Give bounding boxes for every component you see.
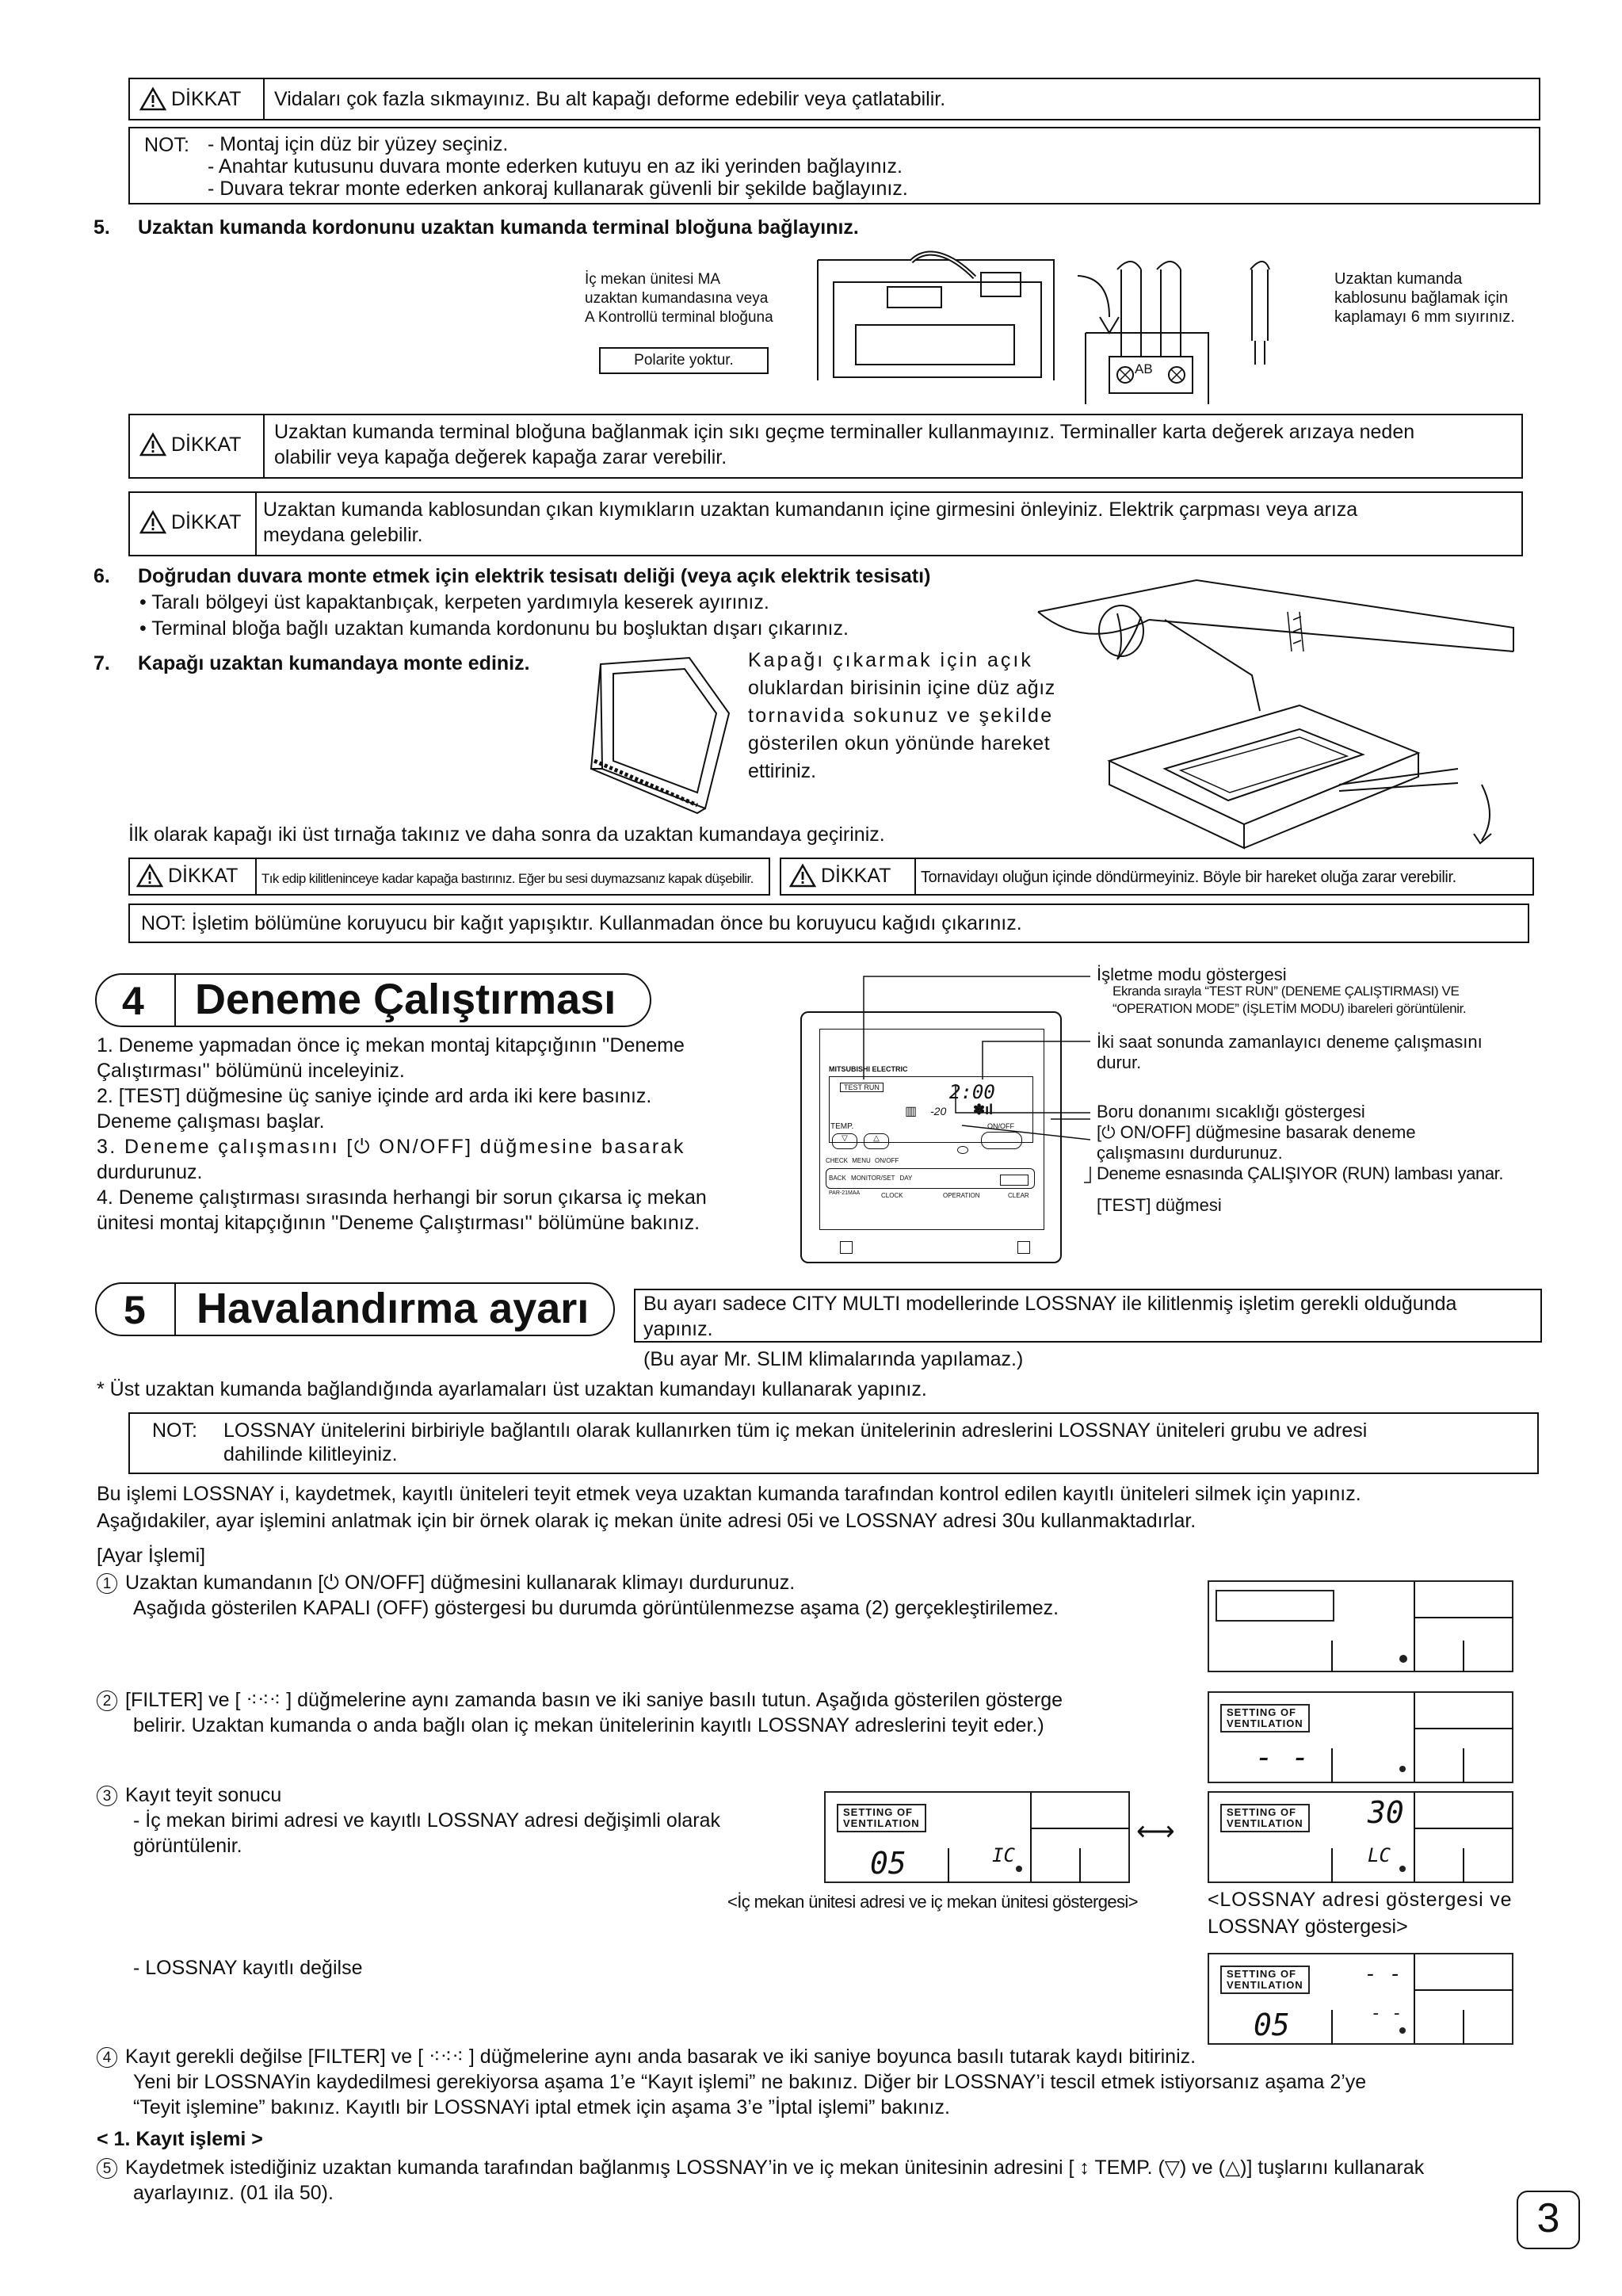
remote-btn-row1: CHECK MENU ON/OFF [826,1157,899,1164]
lcd-setting-tag: SETTING OF VENTILATION [1220,1704,1310,1733]
step6-number: 6. [94,565,110,587]
note-line-3: - Duvara tekrar monte ederken ankoraj kullanarak güvenli bir şekilde bağlayınız. [208,178,908,200]
remote-temp-label: TEMP. [830,1122,854,1131]
remote-temp-display: -20 [930,1105,947,1117]
step-3-line-3: görüntülenir. [133,1835,242,1857]
step6-bullet-1: • Taralı bölgeyi üst kapaktanbıçak, kerpeten yardımıyla keserek ayırınız. [139,591,769,613]
registration-subheading: < 1. Kayıt işlemi > [97,2128,263,2150]
remote-callout-lines [856,976,1093,1198]
note-box-mounting [128,127,1540,204]
warning-icon [139,510,166,534]
step-4-line-3: “Teyit işlemine” bakınız. Kayıtlı bir LOSSNAYi iptal etmek için aşama 3’e ”İptal işlemi” bakınız. [133,2096,950,2118]
warning-label [139,433,241,457]
step5-title: Uzaktan kumanda kordonunu uzaktan kumanda terminal bloğuna bağlayınız. [138,216,859,239]
step7-first-note: İlk olarak kapağı iki üst tırnağa takınız ve daha sonra da uzaktan kumandaya geçiriniz. [128,823,885,846]
step5-number: 5. [94,216,110,239]
remote-clear-label: CLEAR [1008,1192,1029,1199]
lcd-setting-tag: SETTING OF VENTILATION [1220,1966,1310,1994]
warning-box-screwdriver [780,858,1534,896]
step-2-line-1: [FILTER] ve [ ⁖⁖⁖ ] düğmelerine aynı zamanda basın ve iki saniye basılı tutun. Aşağıda gösterilen gösterge [125,1689,1063,1711]
step-5 [97,2156,1424,2180]
page-number: 3 [1517,2191,1580,2249]
step-4 [97,2045,1196,2069]
callout-timer-2: durur. [1097,1052,1142,1072]
step5-right-label-3: kaplamayı 6 mm sıyırınız. [1334,308,1515,326]
remote-clock-label: CLOCK [881,1192,903,1199]
step-2 [97,1688,1063,1713]
warning-icon [136,864,163,888]
step7-number: 7. [94,652,110,674]
sec4-item-4b: ünitesi montaj kitapçığının ''Deneme Çalıştırması'' bölümüne bakınız. [97,1212,700,1234]
step-number-4: 4 [97,2047,117,2068]
note-box-lossnay [128,1412,1539,1474]
step-4-line-2: Yeni bir LOSSNAYin kaydedilmesi gerekiyorsa aşama 1’e “Kayıt işlemi” ne bakınız. Diğer bir LOSSNAY’i tescil etmek istiyorsanız aşama 2’ye [133,2071,1367,2093]
lcd-indoor-address [824,1791,1130,1883]
sec4-item-4a: 4. Deneme çalıştırması sırasında herhangi bir sorun çıkarsa iç mekan [97,1186,707,1209]
step7-desc-1: Kapağı çıkarmak için açık [748,649,1033,671]
sec5-para-1: Bu işlemi LOSSNAY i, kaydetmek, kayıtlı üniteleri teyit etmek veya uzaktan kumanda tarafından kontrol edilen kayıtlı üniteleri silmek için yapınız. [97,1483,1361,1505]
callout-onoff-2: çalışmasını durdurunuz. [1097,1143,1283,1163]
section4-header [95,973,651,1027]
step7-desc-2: oluklardan birisinin içine düz ağız [748,677,1055,699]
step-5-line-1: Kaydetmek istediğiniz uzaktan kumanda tarafından bağlanmış LOSSNAY’in ve iç mekan ünitesinin adresini [ ↕ TEMP. (▽) ve (△)] tuşlarını kullanarak [125,2157,1425,2179]
step-4-line-1: Kayıt gerekli değilse [FILTER] ve [ ⁖⁖⁖ ] düğmelerine aynı anda basarak ve iki saniye boyunca basılı tutarak kaydı bitiriniz. [125,2046,1196,2068]
lcd-dashes-bottom: - - [1371,2004,1403,2023]
lcd-lossnay-address [1208,1791,1513,1883]
lcd-lossnay-address-value: 30 [1368,1795,1404,1830]
step6-bullet-2: • Terminal bloğa bağlı uzaktan kumanda kordonunu bu boşluktan dışarı çıkarınız. [139,617,849,640]
lcd-ic-indicator: IC [992,1844,1015,1866]
lcd-indoor-address-value: 05 [870,1846,906,1881]
remote-onoff-label: ON/OFF [987,1122,1014,1130]
step-number-5: 5 [97,2158,117,2179]
step-number-1: 1 [97,1573,117,1594]
procedure-heading: [Ayar İşlemi] [97,1545,206,1567]
remote-time: 2:00 [949,1081,995,1103]
info-line-2: yapınız. [643,1318,713,1340]
warning-line-2: olabilir veya kapağa değerek kapağa zarar verebilir. [274,446,727,468]
step7-desc-5: ettiriniz. [748,760,817,782]
lcd-off-display [1208,1580,1513,1672]
sec4-item-3b: durdurunuz. [97,1161,203,1183]
cover-removal-illustration [1101,697,1529,856]
warning-text: DİKKAT [821,864,891,887]
note-line-1: - Montaj için düz bir yüzey seçiniz. [208,133,509,155]
step-3-line-2: - İç mekan birimi adresi ve kayıtlı LOSSNAY adresi değişimli olarak [133,1809,721,1832]
warning-box-terminals [128,414,1523,479]
step-3-line-1: Kayıt teyit sonucu [125,1784,282,1806]
terminal-block-illustration [777,246,1284,404]
sec5-para-2: Aşağıdakiler, ayar işlemini anlatmak için bir örnek olarak iç mekan ünite adresi 05i ve LOSSNAY adresi 30u kullanmaktadırlar. [97,1510,1196,1532]
section4-title: Deneme Çalıştırması [195,976,616,1023]
warning-text: DİKKAT [171,87,242,110]
sec4-item-1a: 1. Deneme yapmadan önce iç mekan montaj kitapçığının ''Deneme [97,1034,685,1056]
step-1-line-2: Aşağıda gösterilen KAPALI (OFF) göstergesi bu durumda görüntülenmezse aşama (2) gerçekleştirilemez. [133,1597,1059,1619]
lcd-indoor-address-value: 05 [1254,2008,1290,2042]
warning-line-1: Uzaktan kumanda terminal bloğuna bağlanmak için sıkı geçme terminaller kullanmayınız. Terminaller karta değerek arızaya neden [274,421,1415,443]
fan-icon: ✽ıl [973,1102,994,1117]
lcd-dashes-top: - - [1364,1962,1402,1986]
sec4-item-2a: 2. [TEST] düğmesine üç saniye içinde ard arda iki kere basınız. [97,1085,652,1107]
callout-test-button: [TEST] düğmesi [1097,1195,1222,1215]
callout-timer-1: İki saat sonunda zamanlayıcı deneme çalışmasını [1097,1032,1483,1052]
step6-title: Doğrudan duvara monte etmek için elektrik tesisatı deliği (veya açık elektrik tesisatı) [138,565,931,587]
section5-header [95,1282,615,1336]
warning-icon [139,433,166,457]
step5-left-label-1: İç mekan ünitesi MA [585,271,721,288]
upper-remote-note: * Üst uzaktan kumanda bağlandığında ayarlamaları üst uzaktan kumandayı kullanarak yapınız. [97,1378,927,1400]
note-label: NOT: [152,1419,197,1442]
step-number-2: 2 [97,1690,117,1711]
step5-right-label-2: kablosunu bağlamak için [1334,289,1509,307]
note-line-2: - Anahtar kutusunu duvara monte ederken kutuyu en az iki yerinden bağlayınız. [208,155,903,178]
step7-desc-3: tornavida sokunuz ve şekilde [748,705,1054,727]
info-note: (Bu ayar Mr. SLIM klimalarında yapılamaz.) [643,1348,1024,1370]
section5-title: Havalandırma ayarı [197,1285,590,1332]
temp-down-button[interactable]: ▽ [832,1133,857,1149]
warning-icon [789,864,816,888]
warning-box-screws [128,78,1540,120]
remote-brand: MITSUBISHI ELECTRIC [829,1065,908,1073]
cover-illustration [586,650,745,816]
callout-run-lamp: Deneme esnasında ÇALIŞIYOR (RUN) lambası yanar. [1097,1163,1504,1183]
warning-label [789,864,891,888]
note-line-1: LOSSNAY ünitelerini birbiriyle bağlantılı olarak kullanırken tüm iç mekan ünitelerinin adreslerini LOSSNAY üniteleri grubu ve adresi [223,1419,1368,1442]
sec4-item-2b: Deneme çalışması başlar. [97,1110,325,1133]
lcd-setting-tag: SETTING OF VENTILATION [1220,1804,1310,1832]
sec4-item-3a: 3. Deneme çalışmasını [⏻ ON/OFF] düğmesine basarak [97,1136,685,1158]
lcd-confirm-display [1208,1691,1513,1783]
step-2-line-2: belirir. Uzaktan kumanda o anda bağlı olan iç mekan ünitelerinin kayıtlı LOSSNAY adreslerini teyit eder.) [133,1714,1044,1736]
callout-onoff-1: [⏻ ON/OFF] düğmesine basarak deneme [1097,1122,1416,1142]
step-5-line-2: ayarlayınız. (01 ila 50). [133,2182,334,2204]
warning-label [136,864,238,888]
step-1-line-1: Uzaktan kumandanın [⏻ ON/OFF] düğmesini kullanarak klimayı durdurunuz. [125,1572,796,1594]
callout-operation-mode-sub-2: “OPERATION MODE” (İŞLETİM MODU) ibareleri görüntülenir. [1113,1001,1467,1016]
section4-number: 4 [122,979,144,1023]
warning-text: DİKKAT [168,864,239,887]
temp-up-button[interactable]: △ [864,1133,889,1149]
remote-btn-row2: BACK MONITOR/SET DAY [829,1175,913,1182]
step-number-3: 3 [97,1786,117,1806]
remote-test-run: TEST RUN [840,1083,884,1092]
info-line-1: Bu ayarı sadece CITY MULTI modellerinde LOSSNAY ile kilitlenmiş işletim gerekli olduğunda [643,1293,1457,1315]
step7-desc-4: gösterilen okun yönünde hareket [748,732,1051,755]
polarity-box: Polarite yoktur. [599,347,769,374]
note-line-2: dahilinde kilitleyiniz. [223,1443,398,1465]
sec4-item-1b: Çalıştırması'' bölümünü inceleyiniz. [97,1060,405,1082]
warning-label [139,87,241,111]
section5-number: 5 [124,1288,146,1332]
warning-content: Vidaları çok fazla sıkmayınız. Bu alt kapağı deforme edebilir veya çatlatabilir. [274,88,946,110]
not-registered-label: - LOSSNAY kayıtlı değilse [133,1957,363,1979]
remote-screw [1017,1241,1030,1254]
lcd-setting-tag: SETTING OF VENTILATION [837,1804,926,1832]
lcd-not-registered [1208,1953,1513,2045]
callout-operation-mode: İşletme modu göstergesi [1097,965,1287,984]
warning-box-shavings [128,491,1523,556]
step7-title: Kapağı uzaktan kumandaya monte ediniz. [138,652,530,674]
callout-pipe-temp: Boru donanımı sıcaklığı göstergesi [1097,1102,1365,1121]
warning-line-2: meydana gelebilir. [263,524,423,546]
warning-text: DİKKAT [171,433,242,456]
terminal-ab-label: AB [1135,361,1153,376]
step-1 [97,1571,795,1595]
section5-info-box [634,1289,1542,1343]
warning-icon [139,87,166,111]
lcd-lc-indicator: LC [1368,1844,1391,1866]
step-3 [97,1783,281,1808]
remote-model: PAR-21MAA [829,1190,861,1196]
lcd-dashes: - - [1255,1740,1310,1775]
caption-lossnay-2: LOSSNAY göstergesi> [1208,1916,1408,1938]
step5-right-label-1: Uzaktan kumanda [1334,270,1463,288]
remote-screw [840,1241,853,1254]
note-content: NOT: İşletim bölümüne koruyucu bir kağıt yapışıktır. Kullanmadan önce bu koruyucu kağıdı çıkarınız. [141,912,1022,934]
caption-indoor: <İç mekan ünitesi adresi ve iç mekan ünitesi göstergesi> [727,1892,1138,1912]
remote-operation-label: OPERATION [943,1192,980,1199]
warning-content: Tık edip kilitleninceye kadar kapağa bastırınız. Eğer bu sesi duymazsanız kapak düşebilir. [261,871,754,886]
warning-box-click [128,858,770,896]
pipe-icon: ▥ [905,1105,918,1118]
step5-left-label-2: uzaktan kumandasına veya [585,290,769,307]
note-label: NOT: [144,134,189,156]
callout-operation-mode-sub-1: Ekranda sırayla “TEST RUN” (DENEME ÇALIŞTIRMASI) VE [1113,984,1460,999]
note-box-protective-paper [128,904,1529,943]
warning-line-1: Uzaktan kumanda kablosundan çıkan kıymıkların uzaktan kumandanın içine girmesini önleyiniz. Elektrik çarpması veya arıza [263,499,1358,521]
warning-text: DİKKAT [171,510,242,533]
caption-lossnay-1: <LOSSNAY adresi göstergesi ve [1208,1889,1513,1911]
alternate-arrow-icon: ⟷ [1136,1817,1175,1847]
warning-content: Tornavidayı oluğun içinde döndürmeyiniz. Böyle bir hareket oluğa zarar verebilir. [921,869,1456,886]
warning-label [139,510,241,534]
step5-left-label-3: A Kontrollü terminal bloğuna [585,309,773,326]
